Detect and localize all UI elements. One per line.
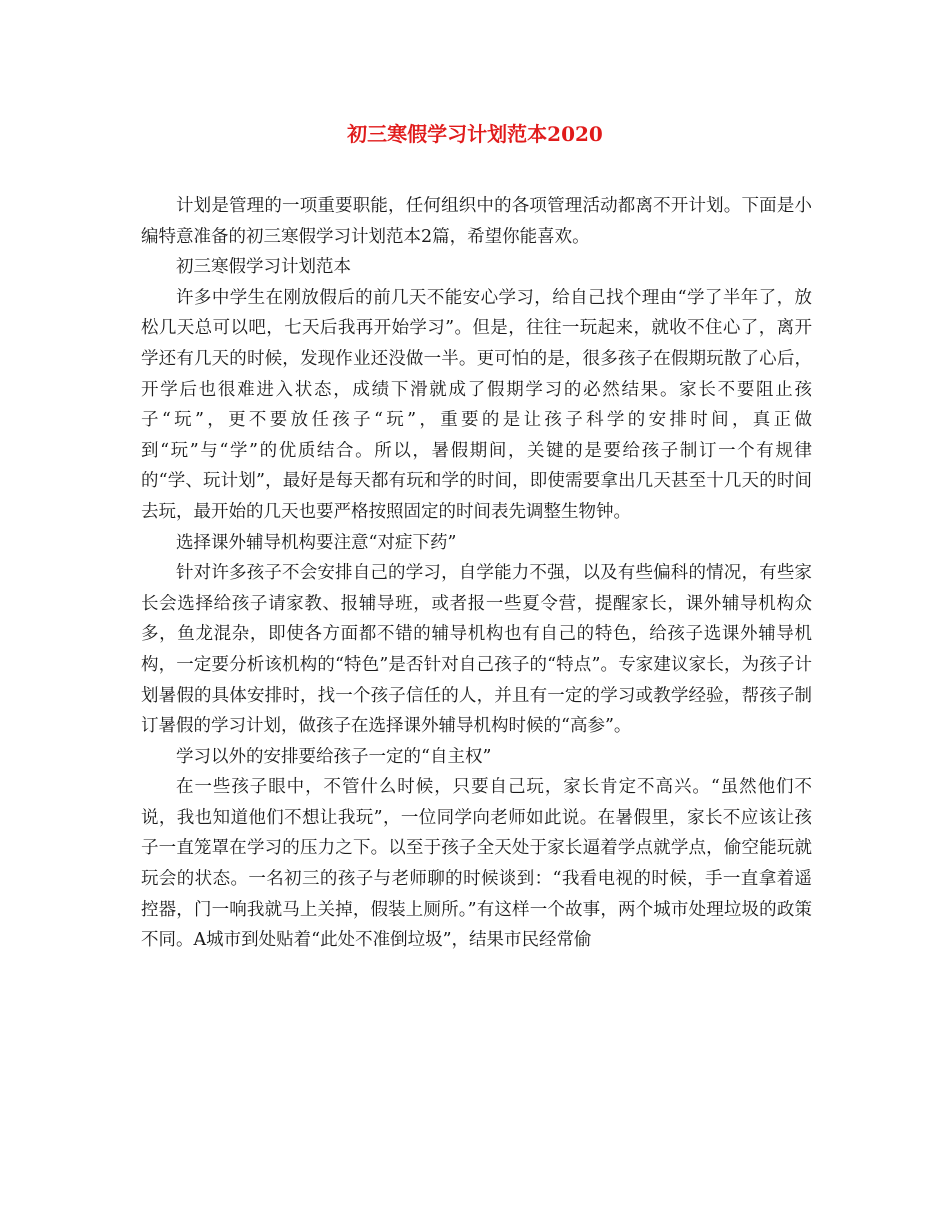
paragraph-autonomy: 在一些孩子眼中，不管什么时候，只要自己玩，家长肯定不高兴。“虽然他们不说，我也知道他们不想让我玩”，一位同学向老师如此说。在暑假里，家长不应该让孩子一直笼罩在学习的压力之下。以至于孩子全天处于家长逼着学点就学点，偷空能玩就玩会的状态。一名初三的孩子与老师聊的时候谈到：“我看电视的时候，手一直拿着遥控器，门一响我就马上关掉，假装上厕所。”有这样一个故事，两个城市处理垃圾的政策不同。A城市到处贴着“此处不准倒垃圾”，结果市民经常偷: [141, 777, 812, 951]
section-heading-tutoring: 选择课外辅导机构要注意“对症下药”: [176, 532, 457, 553]
section-heading-autonomy: 学习以外的安排要给孩子一定的“自主权”: [176, 746, 492, 767]
document-title: 初三寒假学习计划范本2020: [347, 122, 603, 146]
paragraph-schedule: 许多中学生在刚放假后的前几天不能安心学习，给自己找个理由“学了半年了，放松几天总可以吧，七天后我再开始学习”。但是，往往一玩起来，就收不住心了，离开学还有几天的时候，发现作业还没做一半。更可怕的是，很多孩子在假期玩散了心后，开学后也很难进入状态，成绩下滑就成了假期学习的必然结果。家长不要阻止孩子“玩”，更不要放任孩子“玩”，重要的是让孩子科学的安排时间，真正做到“玩”与“学”的优质结合。所以，暑假期间，关键的是要给孩子制订一个有规律的“学、玩计划”，最好是每天都有玩和学的时间，即使需要拿出几天甚至十几天的时间去玩，最开始的几天也要严格按照固定的时间表先调整生物钟。: [141, 287, 812, 522]
document-body: [141, 191, 812, 956]
intro-paragraph: 计划是管理的一项重要职能，任何组织中的各项管理活动都离不开计划。下面是小编特意准备的初三寒假学习计划范本2篇，希望你能喜欢。: [141, 196, 812, 247]
section-heading-plan: 初三寒假学习计划范本: [176, 257, 351, 278]
paragraph-tutoring: 针对许多孩子不会安排自己的学习，自学能力不强，以及有些偏科的情况，有些家长会选择给孩子请家教、报辅导班，或者报一些夏令营，提醒家长，课外辅导机构众多，鱼龙混杂，即使各方面都不错的辅导机构也有自己的特色，给孩子选课外辅导机构，一定要分析该机构的“特色”是否针对自己孩子的“特点”。专家建议家长，为孩子计划暑假的具体安排时，找一个孩子信任的人，并且有一定的学习或教学经验，帮孩子制订暑假的学习计划，做孩子在选择课外辅导机构时候的“高参”。: [141, 563, 812, 737]
